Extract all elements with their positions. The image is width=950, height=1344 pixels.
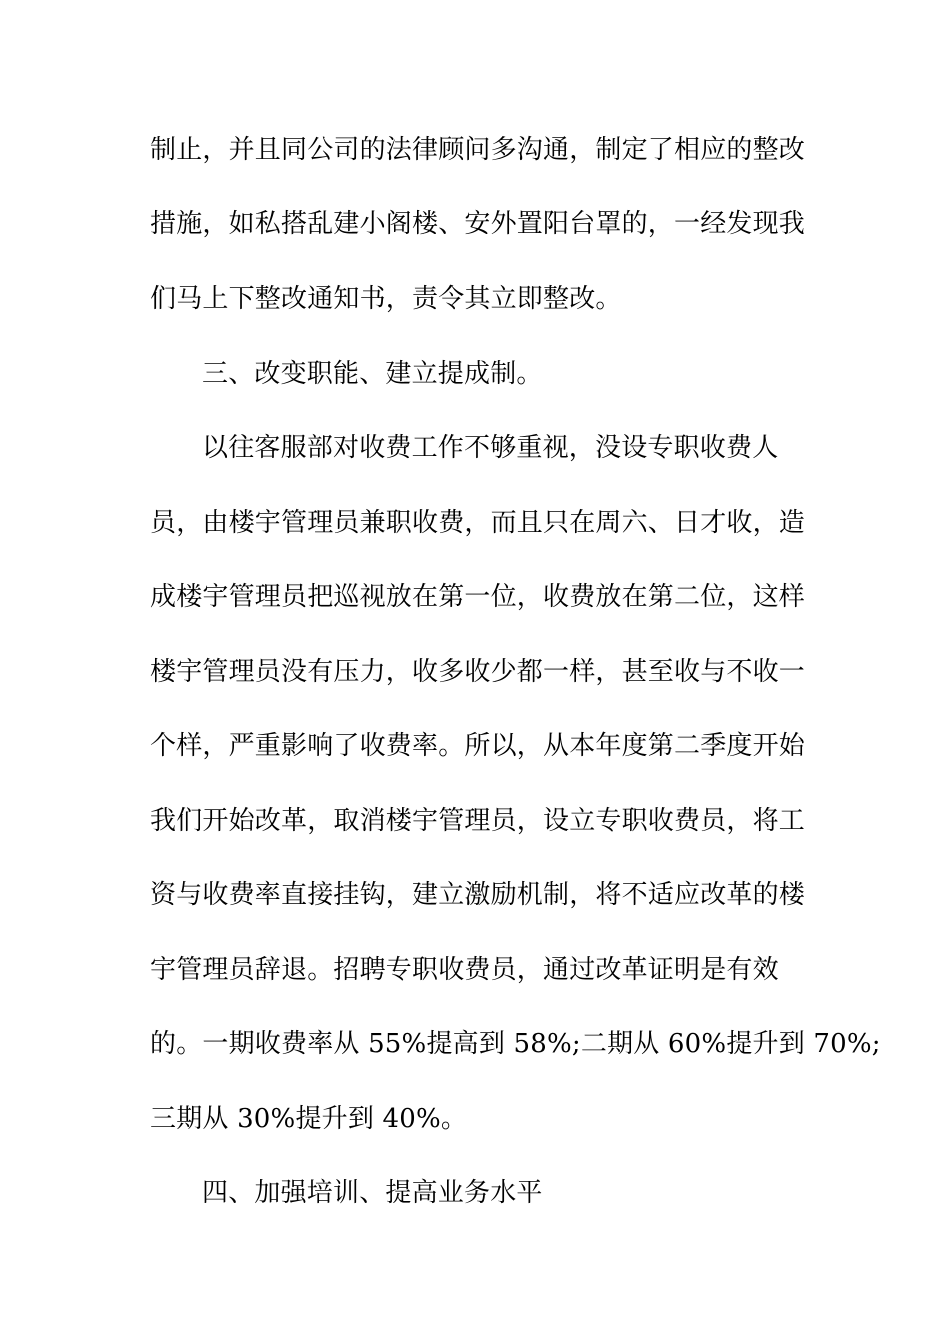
body-text-line: 宇管理员辞退。招聘专职收费员，通过改革证明是有效 xyxy=(150,955,779,985)
body-text-line: 成楼宇管理员把巡视放在第一位，收费放在第二位，这样 xyxy=(150,582,806,612)
body-text-line: 措施，如私搭乱建小阁楼、安外置阳台罩的，一经发现我 xyxy=(150,209,806,239)
body-text-line: 们马上下整改通知书，责令其立即整改。 xyxy=(150,284,622,314)
body-text-line: 的。一期收费率从 55%提高到 58%;二期从 60%提升到 70%; xyxy=(150,1029,881,1059)
body-text-line: 员，由楼宇管理员兼职收费，而且只在周六、日才收，造 xyxy=(150,508,806,538)
body-text-line: 制止，并且同公司的法律顾问多沟通，制定了相应的整改 xyxy=(150,135,806,165)
body-text-line: 我们开始改革，取消楼宇管理员，设立专职收费员，将工 xyxy=(150,806,806,836)
paragraph-first-line: 以往客服部对收费工作不够重视，没设专职收费人 xyxy=(202,433,779,463)
section-heading-4: 四、加强培训、提高业务水平 xyxy=(202,1178,543,1208)
body-text-line: 资与收费率直接挂钩，建立激励机制，将不适应改革的楼 xyxy=(150,880,806,910)
section-heading-3: 三、改变职能、建立提成制。 xyxy=(202,359,543,389)
body-text-line: 个样，严重影响了收费率。所以，从本年度第二季度开始 xyxy=(150,731,806,761)
body-text-line: 楼宇管理员没有压力，收多收少都一样，甚至收与不收一 xyxy=(150,657,806,687)
body-text-line: 三期从 30%提升到 40%。 xyxy=(150,1104,468,1134)
